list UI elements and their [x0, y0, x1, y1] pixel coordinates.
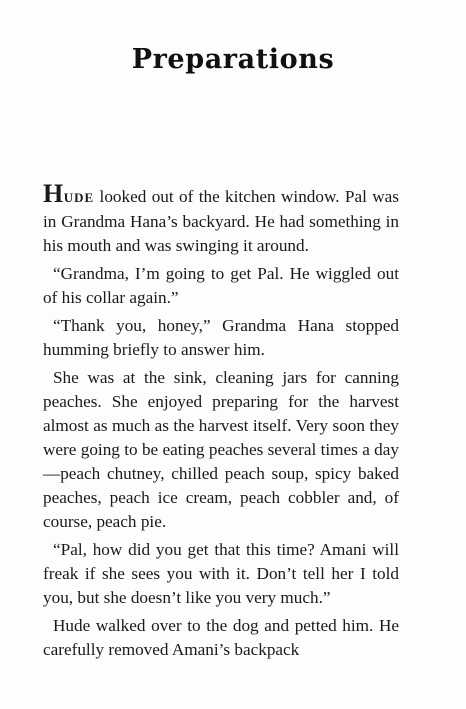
lead-initial: H — [43, 179, 64, 208]
paragraph-1-text: looked out of the kitchen window. Pal was in Grandma Hana’s backyard. He had something in his mouth and was swinging it around. — [43, 187, 399, 255]
chapter-body — [43, 179, 399, 666]
lead-small-caps: UDE — [63, 190, 95, 205]
chapter-title: Preparations — [131, 44, 335, 75]
paragraph-2: “Grandma, I’m going to get Pal. He wiggled out of his collar again.” — [43, 264, 399, 307]
paragraph-5: “Pal, how did you get that this time? Amani will freak if she sees you with it. Don’t tell her I told you, but she doesn’t like you very much.” — [43, 540, 399, 607]
paragraph-3: “Thank you, honey,” Grandma Hana stopped humming briefly to answer him. — [43, 316, 399, 359]
paragraph-4: She was at the sink, cleaning jars for canning peaches. She enjoyed preparing for the harvest almost as much as the harvest itself. Very soon they were going to be eating peaches several times a day—peach chutney, chilled peach soup, spicy baked peaches, peach ice cream, peach cobbler and, of course, peach pie. — [43, 368, 399, 531]
paragraph-1 — [43, 179, 399, 258]
paragraph-6: Hude walked over to the dog and petted him. He carefully removed Amani’s backpack — [43, 616, 399, 659]
